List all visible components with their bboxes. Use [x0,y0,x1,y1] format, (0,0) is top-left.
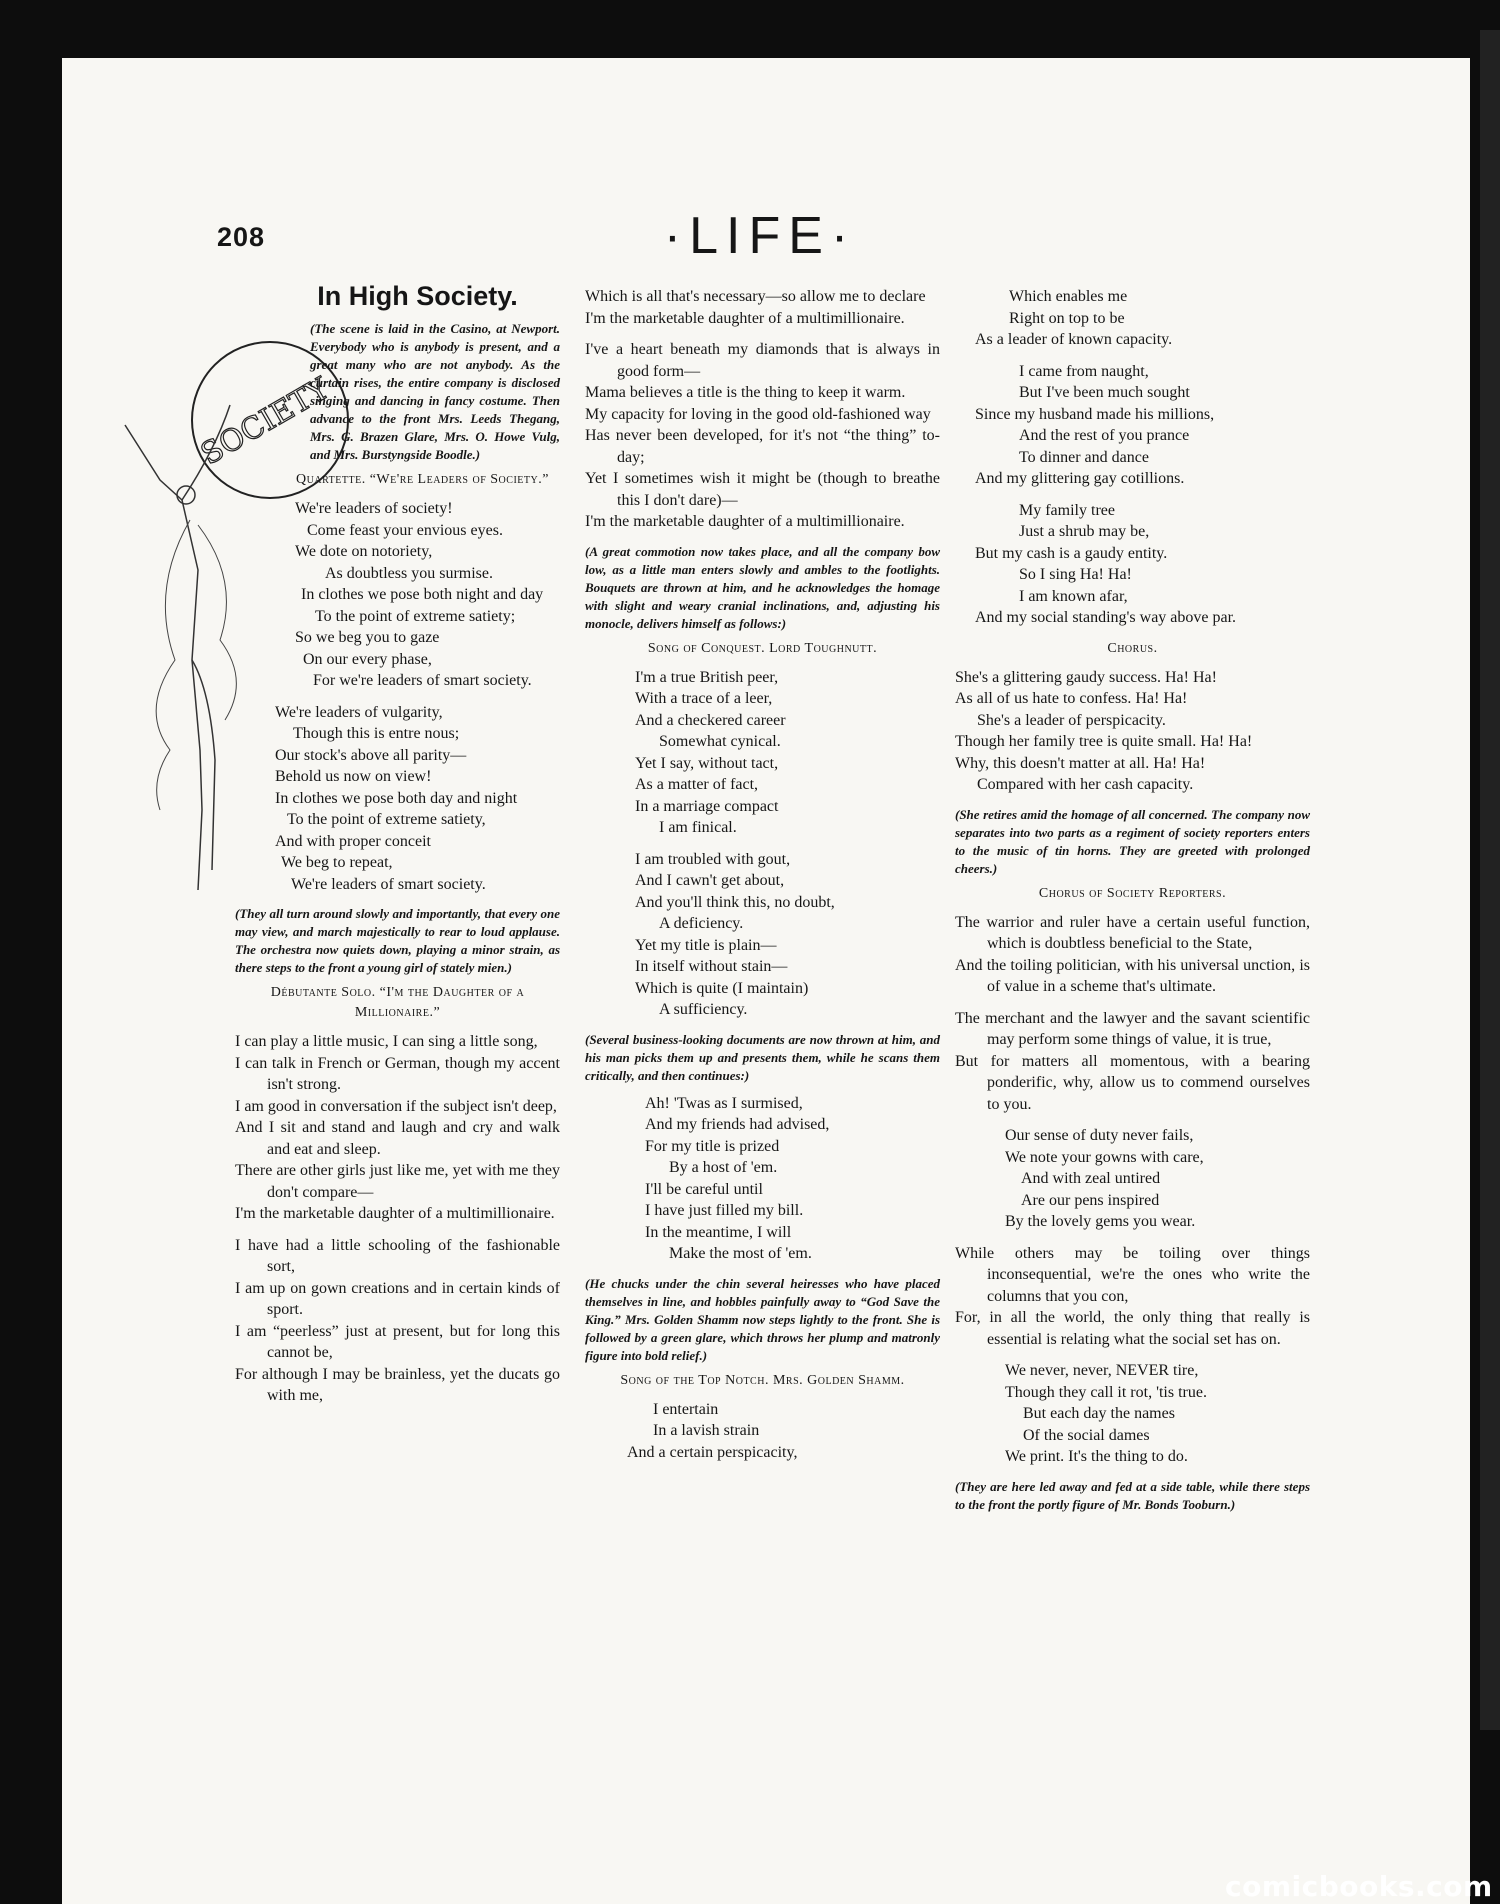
stanza-conquest-3: Ah! 'Twas as I surmised, And my friends had advised, For my title is prized By a host of 'em. I'll be careful until I have just filled my bill. In the meantime, I will Make the most of 'em. [645,1094,830,1262]
page-number: 208 [217,222,266,252]
song-heading-top-notch: Song of the Top Notch. Mrs. Golden Shamm. [620,1372,905,1388]
verse-reporters-2: The merchant and the lawyer and the savant scientific may perform some things of value, it is true, But for matters all momentous, with a bearing ponderific, why, allow us to commend ourselves to you. [955,1009,1310,1113]
verse-reporters-1: The warrior and ruler have a certain useful function, which is doubtless beneficial to the State, And the toiling politician, with his universal unction, is of value in a scheme that's ultimate. [955,913,1310,995]
watermark: comicbooks.com [1225,1870,1493,1903]
stanza-quartette-1: We're leaders of society! Come feast your envious eyes. We dote on notoriety, As doubtless you surmise. In clothes we pose both night and day To the point of extreme satiety; So we beg you to gaze On our every phase, For we're leaders of smart society. [295,500,544,689]
verse-reporters-4: While others may be toiling over things inconsequential, we're the ones who write the columns that you con, For, in all the world, the only thing that really is essential is relating what the social set has on. [955,1244,1310,1348]
song-heading-reporters: Chorus of Society Reporters. [1038,885,1227,901]
masthead: ·LIFE· [663,207,857,265]
stage-direction-6: (She retires amid the homage of all concerned. The company now separates into two parts as a regiment of society reporters enters to the music of tin horns. They are greeted with prolonged cheers.) [955,806,1310,876]
stage-direction-7: (They are here led away and fed at a side table, while there steps to the front the portly figure of Mr. Bonds Tooburn.) [955,1478,1310,1512]
stage-direction-2: (They all turn around slowly and importantly, that every one may view, and march majestically to rear to loud applause. The orchestra now quiets down, playing a minor strain, as there steps to the front a young girl of stately mien.) [235,906,560,975]
stage-direction-1: (The scene is laid in the Casino, at Newport. Everybody who is anybody is present, and a great many who are not anybody. As the curtain rises, the entire company is disclosed singing and dancing in fancy costume. Then advance to the front Mrs. Leeds Thegang, Mrs. G. Brazen Glare, Mrs. O. Howe Vulg, and Mrs. Burstyngside Boodle.) [310,321,560,462]
stanza-reporters-3: Our sense of duty never fails, We note your gowns with care, And with zeal untired Are our pens inspired By the lovely gems you wear. [1005,1127,1204,1230]
stanza-top-notch-2: Which enables me Right on top to be As a leader of known capacity. [975,288,1173,348]
song-heading-conquest: Song of Conquest. Lord Toughnutt. [647,640,878,656]
stanza-conquest-1: I'm a true British peer, With a trace of a leer, And a checkered career Somewhat cynical. Yet I say, without tact, As a matter of fact, In a marriage compact I am finical. [635,668,786,836]
article-title: In High Society. [317,281,518,311]
song-heading-quartette: Quartette. “We're Leaders of Society.” [296,472,549,487]
stanza-top-notch-3: I came from naught, But I've been much sought Since my husband made his millions, And the rest of you prance To dinner and dance And my glittering gay cotillions. [975,362,1215,487]
stage-direction-5: (He chucks under the chin several heiresses who have placed themselves in line, and hobbles painfully away to “God Save the King.” Mrs. Golden Shamm now steps lightly to the front. She is followed by a green glare, which throws her plump and matronly figure into bold relief.) [585,1275,940,1363]
verse-debutante-1: I can play a little music, I can sing a little song, I can talk in French or German, though my accent isn't strong. I am good in conversation if the subject isn't deep, And I sit and stand and laugh and cry and walk and eat and sleep. There are other girls just like me, yet with me they don't compare— I'm the marketable daughter of a multimillionaire. [235,1033,560,1222]
society-seal-text: SOCIETY [195,371,336,473]
stage-direction-3: (A great commotion now takes place, and all the company bow low, as a little man enters slowly and ambles to the footlights. Bouquets are thrown at him, and he acknowledges the homage with slight and weary cranial inclinations, and, adjusting his monocle, delivers himself as follows:) [585,543,940,631]
verse-debutante-2: I have had a little schooling of the fashionable sort, I am up on gown creations and in certain kinds of sport. I am “peerless” just at present, but for long this cannot be, For although I may be brainless, yet the ducats go with me, [235,1236,560,1404]
column-3 [955,280,1310,1520]
stage-direction-4: (Several business-looking documents are now thrown at him, and his man picks them up and presents them, while he scans them critically, and then continues:) [585,1031,940,1083]
column-2 [585,280,940,1473]
song-heading-debutante: Débutante Solo. “I'm the Daughter of a Millionaire.” [270,985,525,1020]
stanza-top-notch-1: I entertain In a lavish strain And a certain perspicacity, [627,1400,798,1461]
stanza-reporters-5: We never, never, NEVER tire, Though they call it rot, 'tis true. But each day the names Of the social dames We print. It's the thing to do. [1005,1362,1207,1465]
stanza-quartette-2: We're leaders of vulgarity, Though this is entre nous; Our stock's above all parity— Behold us now on view! In clothes we pose both day and night To the point of extreme satiety, And with proper conceit We beg to repeat, We're leaders of smart society. [275,703,518,893]
chorus-stanza: She's a glittering gaudy success. Ha! Ha! As all of us hate to confess. Ha! Ha! She's a leader of perspicacity. Though her family tree is quite small. Ha! Ha! Why, this doesn't matter at all. Ha! Ha! Compared with her cash capacity. [955,668,1253,793]
column-1 [235,280,560,1417]
verse-debutante-4: I've a heart beneath my diamonds that is always in good form— Mama believes a title is the thing to keep it warm. My capacity for loving in the good old-fashioned way Has never been developed, for it's not “the thing” to-day; Yet I sometimes wish it might be (though to breathe this I don't dare)— I'm the marketable daughter of a multimillionaire. [585,341,940,530]
stanza-conquest-2: I am troubled with gout, And I cawn't get about, And you'll think this, no doubt, A deficiency. Yet my title is plain— In itself without stain— Which is quite (I maintain) A sufficiency. [635,850,835,1018]
scan-edge [1480,30,1500,1730]
verse-debutante-3: Which is all that's necessary—so allow me to declare I'm the marketable daughter of a multimillionaire. [585,288,926,327]
stanza-top-notch-4: My family tree Just a shrub may be, But my cash is a gaudy entity. So I sing Ha! Ha! I am known afar, And my social standing's way above par. [975,501,1237,626]
chorus-heading: Chorus. [1107,640,1158,656]
